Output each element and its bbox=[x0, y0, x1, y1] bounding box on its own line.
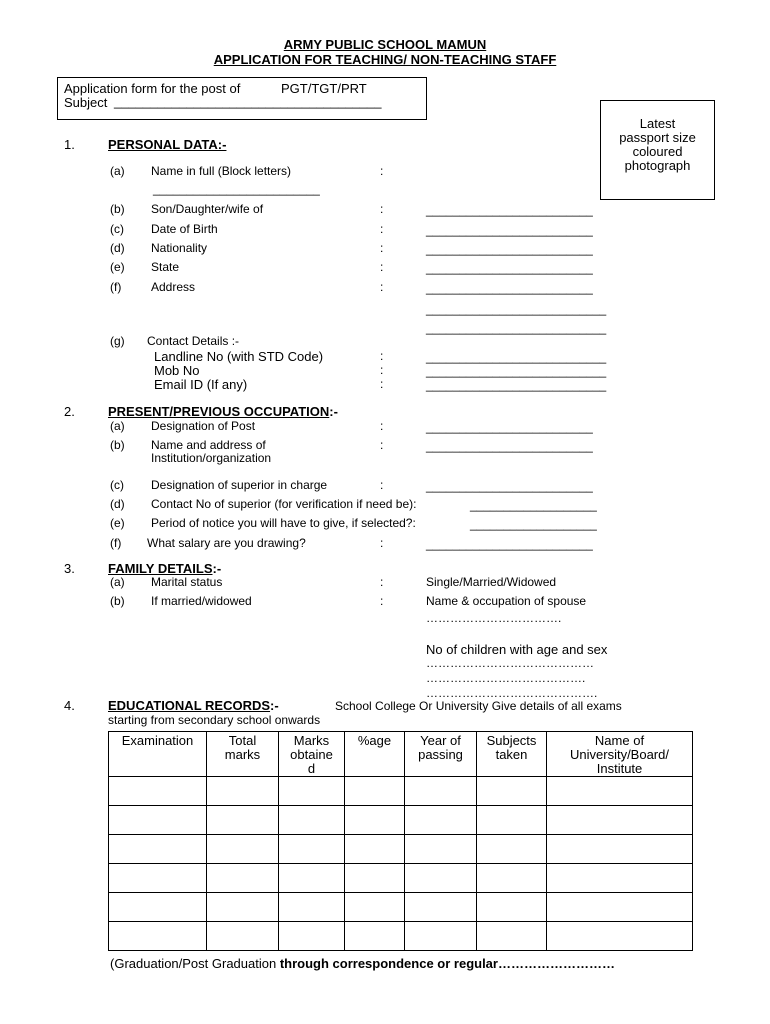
table-cell[interactable] bbox=[477, 806, 547, 835]
row-1f-key: (f) bbox=[110, 280, 122, 294]
col-marks-obtained: Marks obtaine d bbox=[279, 732, 345, 777]
school-name: ARMY PUBLIC SCHOOL MAMUN bbox=[283, 37, 487, 52]
section-3-title-wrap bbox=[108, 561, 221, 576]
row-1d-colon: : bbox=[380, 241, 384, 255]
marital-status-value: Single/Married/Widowed bbox=[426, 575, 557, 589]
table-cell[interactable] bbox=[109, 864, 207, 893]
row-1b-colon: : bbox=[380, 202, 384, 216]
col-examination: Examination bbox=[109, 732, 207, 777]
email-field[interactable]: ___________________________ bbox=[426, 378, 607, 392]
section-1-number: 1. bbox=[64, 137, 75, 152]
table-cell[interactable] bbox=[207, 777, 279, 806]
table-cell[interactable] bbox=[109, 835, 207, 864]
row-2c-key: (c) bbox=[110, 478, 124, 492]
row-2b-colon: : bbox=[380, 438, 384, 452]
form-title: APPLICATION FOR TEACHING/ NON-TEACHING STAFF bbox=[213, 52, 557, 67]
row-1e-key: (e) bbox=[110, 260, 125, 274]
photo-text-2: passport size bbox=[619, 130, 696, 145]
row-3b-label: If married/widowed bbox=[151, 594, 252, 608]
table-cell[interactable] bbox=[279, 806, 345, 835]
table-cell[interactable] bbox=[207, 835, 279, 864]
table-cell[interactable] bbox=[345, 864, 405, 893]
table-row bbox=[109, 922, 693, 951]
row-1f-label: Address bbox=[151, 280, 196, 294]
footer-note bbox=[110, 956, 615, 971]
education-table bbox=[108, 731, 693, 951]
col-subjects-taken: Subjects taken bbox=[477, 732, 547, 777]
row-3b-colon: : bbox=[380, 594, 384, 608]
table-cell[interactable] bbox=[207, 893, 279, 922]
row-3b-key: (b) bbox=[110, 594, 125, 608]
row-2e-label: Period of notice you will have to give, if selected?: bbox=[151, 516, 416, 530]
spouse-label: Name & occupation of spouse bbox=[426, 594, 587, 608]
children-field-3[interactable]: ……………………………………. bbox=[426, 686, 598, 700]
section-4-desc: School College Or University Give details of all exams bbox=[335, 699, 622, 713]
section-2-number: 2. bbox=[64, 404, 75, 419]
row-3a-colon: : bbox=[380, 575, 384, 589]
table-cell[interactable] bbox=[207, 806, 279, 835]
subject-label: Subject bbox=[64, 95, 108, 110]
name-field[interactable]: _________________________ bbox=[153, 182, 320, 196]
row-1b-key: (b) bbox=[110, 202, 125, 216]
table-cell[interactable] bbox=[345, 806, 405, 835]
row-2c-label: Designation of superior in charge bbox=[151, 478, 328, 492]
row-2a-key: (a) bbox=[110, 419, 125, 433]
dob-field[interactable]: _________________________ bbox=[426, 223, 593, 237]
section-4-title-wrap bbox=[108, 698, 279, 713]
table-cell[interactable] bbox=[279, 922, 345, 951]
table-cell[interactable] bbox=[405, 835, 477, 864]
table-cell[interactable] bbox=[547, 777, 693, 806]
table-row bbox=[109, 806, 693, 835]
section-3-title: FAMILY DETAILS bbox=[108, 561, 213, 576]
notice-period-field[interactable]: ___________________ bbox=[470, 517, 597, 531]
section-2-title-wrap bbox=[108, 404, 338, 419]
address-field-1[interactable]: _________________________ bbox=[426, 281, 593, 295]
children-label: No of children with age and sex bbox=[426, 642, 608, 657]
email-colon: : bbox=[380, 377, 384, 391]
row-2b-key: (b) bbox=[110, 438, 125, 452]
mobile-label: Mob No bbox=[154, 363, 200, 378]
row-1g-label: Contact Details :- bbox=[147, 334, 240, 348]
col-total-marks: Total marks bbox=[207, 732, 279, 777]
section-3-number: 3. bbox=[64, 561, 75, 576]
table-cell[interactable] bbox=[405, 806, 477, 835]
table-row bbox=[109, 835, 693, 864]
table-cell[interactable] bbox=[405, 893, 477, 922]
photo-text-1: Latest bbox=[639, 116, 676, 131]
row-1e-colon: : bbox=[380, 260, 384, 274]
section-4-number: 4. bbox=[64, 698, 75, 713]
col-university: Name of University/Board/ Institute bbox=[547, 732, 693, 777]
table-cell[interactable] bbox=[547, 806, 693, 835]
row-3a-key: (a) bbox=[110, 575, 125, 589]
table-cell[interactable] bbox=[547, 864, 693, 893]
section-4-desc-2: starting from secondary school onwards bbox=[108, 713, 321, 727]
table-cell[interactable] bbox=[345, 777, 405, 806]
table-cell[interactable] bbox=[477, 835, 547, 864]
table-cell[interactable] bbox=[477, 777, 547, 806]
row-1c-key: (c) bbox=[110, 222, 124, 236]
landline-field[interactable]: ___________________________ bbox=[426, 350, 607, 364]
post-label: Application form for the post of bbox=[64, 81, 241, 96]
row-1g-key: (g) bbox=[110, 334, 125, 348]
col-percentage: %age bbox=[345, 732, 405, 777]
table-cell[interactable] bbox=[279, 777, 345, 806]
table-cell[interactable] bbox=[405, 777, 477, 806]
table-cell[interactable] bbox=[477, 864, 547, 893]
address-field-2[interactable]: ___________________________ bbox=[426, 302, 607, 316]
row-2c-colon: : bbox=[380, 478, 384, 492]
row-2d-key: (d) bbox=[110, 497, 125, 511]
spouse-field[interactable]: ……………………………. bbox=[426, 611, 562, 625]
table-cell[interactable] bbox=[279, 893, 345, 922]
row-2f-label: What salary are you drawing? bbox=[147, 536, 306, 550]
table-row bbox=[109, 777, 693, 806]
children-field-2[interactable]: …………………………………. bbox=[426, 671, 586, 685]
section-2-title: PRESENT/PREVIOUS OCCUPATION bbox=[108, 404, 330, 419]
row-1c-label: Date of Birth bbox=[151, 222, 218, 236]
row-2f-key: (f) bbox=[110, 536, 122, 550]
table-cell[interactable] bbox=[109, 893, 207, 922]
row-2d-label: Contact No of superior (for verification if need be): bbox=[151, 497, 417, 511]
table-cell[interactable] bbox=[405, 922, 477, 951]
designation-field[interactable]: _________________________ bbox=[426, 420, 593, 434]
photo-text-4: photograph bbox=[624, 158, 691, 173]
table-cell[interactable] bbox=[207, 922, 279, 951]
row-2b-label-2: Institution/organization bbox=[151, 451, 272, 465]
row-1d-label: Nationality bbox=[151, 241, 208, 255]
row-1d-key: (d) bbox=[110, 241, 125, 255]
superior-field[interactable]: _________________________ bbox=[426, 479, 593, 493]
salary-field[interactable]: _________________________ bbox=[426, 537, 593, 551]
row-2a-colon: : bbox=[380, 419, 384, 433]
email-label: Email ID (If any) bbox=[154, 377, 248, 392]
table-cell[interactable] bbox=[345, 922, 405, 951]
table-cell[interactable] bbox=[109, 922, 207, 951]
table-cell[interactable] bbox=[547, 835, 693, 864]
parent-field[interactable]: _________________________ bbox=[426, 203, 593, 217]
table-cell[interactable] bbox=[547, 922, 693, 951]
superior-contact-field[interactable]: ___________________ bbox=[470, 498, 597, 512]
nationality-field[interactable]: _________________________ bbox=[426, 242, 593, 256]
landline-colon: : bbox=[380, 349, 384, 363]
section-1-title: PERSONAL DATA:- bbox=[108, 137, 227, 152]
table-cell[interactable] bbox=[477, 922, 547, 951]
table-cell[interactable] bbox=[207, 864, 279, 893]
photo-text-3: coloured bbox=[632, 144, 683, 159]
landline-label: Landline No (with STD Code) bbox=[154, 349, 324, 364]
address-field-3[interactable]: ___________________________ bbox=[426, 321, 607, 335]
table-cell[interactable] bbox=[279, 864, 345, 893]
footer-note-normal: (Graduation/Post Graduation bbox=[110, 956, 280, 971]
row-1a-colon: : bbox=[380, 164, 384, 178]
row-2e-key: (e) bbox=[110, 516, 125, 530]
table-cell[interactable] bbox=[109, 777, 207, 806]
table-cell[interactable] bbox=[405, 864, 477, 893]
table-row bbox=[109, 864, 693, 893]
row-1f-colon: : bbox=[380, 280, 384, 294]
mobile-field[interactable]: ___________________________ bbox=[426, 364, 607, 378]
row-1e-label: State bbox=[151, 260, 180, 274]
mobile-colon: : bbox=[380, 363, 384, 377]
row-2a-label: Designation of Post bbox=[151, 419, 256, 433]
children-field-1[interactable]: …………………………………… bbox=[426, 656, 594, 670]
table-cell[interactable] bbox=[279, 835, 345, 864]
row-1b-label: Son/Daughter/wife of bbox=[151, 202, 264, 216]
post-box bbox=[57, 77, 427, 120]
row-1a-key: (a) bbox=[110, 164, 125, 178]
table-header-row bbox=[109, 732, 693, 777]
table-cell[interactable] bbox=[547, 893, 693, 922]
row-2b-label: Name and address of bbox=[151, 438, 266, 452]
state-field[interactable]: _________________________ bbox=[426, 261, 593, 275]
col-year-of-passing: Year of passing bbox=[405, 732, 477, 777]
section-4-title-suffix: :- bbox=[270, 698, 279, 713]
footer-note-bold[interactable]: through correspondence or regular……………………… bbox=[279, 956, 615, 971]
photo-box bbox=[600, 100, 715, 200]
subject-field[interactable]: _____________________________________ bbox=[114, 94, 382, 109]
section-3-title-suffix: :- bbox=[212, 561, 222, 576]
section-2-title-suffix: :- bbox=[329, 404, 338, 419]
table-cell[interactable] bbox=[477, 893, 547, 922]
row-2f-colon: : bbox=[380, 536, 384, 550]
institution-field[interactable]: _________________________ bbox=[426, 439, 593, 453]
row-3a-label: Marital status bbox=[151, 575, 223, 589]
table-cell[interactable] bbox=[345, 893, 405, 922]
table-cell[interactable] bbox=[345, 835, 405, 864]
row-1c-colon: : bbox=[380, 222, 384, 236]
table-cell[interactable] bbox=[109, 806, 207, 835]
row-1a-label: Name in full (Block letters) bbox=[151, 164, 292, 178]
section-4-title: EDUCATIONAL RECORDS bbox=[108, 698, 271, 713]
table-row bbox=[109, 893, 693, 922]
post-value: PGT/TGT/PRT bbox=[281, 81, 367, 96]
